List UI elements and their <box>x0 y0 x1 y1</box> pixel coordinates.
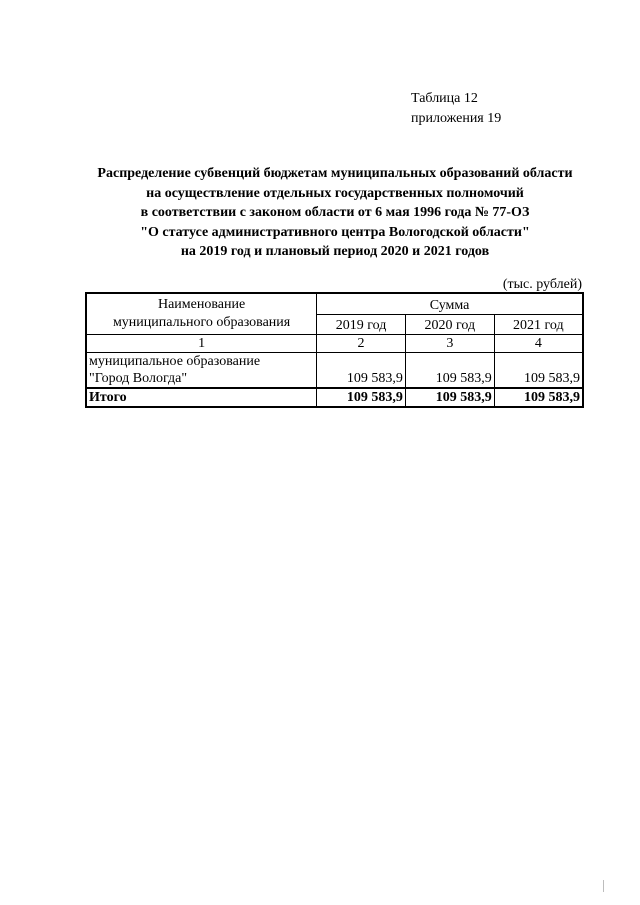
year-header-2021: 2021 год <box>494 315 583 335</box>
amount-2020: 109 583,9 <box>405 353 494 389</box>
title-line-5: на 2019 год и плановый период 2020 и 2021 годов <box>180 244 490 259</box>
municipality-name-line-2: "Город Вологда" <box>89 371 188 386</box>
column-number: 3 <box>405 335 494 353</box>
title-line-4: "О статусе административного центра Вологодской области" <box>140 224 530 240</box>
year-header-2019: 2019 год <box>317 315 406 335</box>
total-2019: 109 583,9 <box>317 388 406 407</box>
header-row <box>86 293 583 315</box>
amount-2021: 109 583,9 <box>494 353 583 389</box>
scan-margin-mark <box>603 880 604 892</box>
sum-column-header: Сумма <box>317 293 583 315</box>
column-number: 1 <box>86 335 317 353</box>
total-label: Итого <box>86 388 317 407</box>
name-header-line-2: муниципального образования <box>112 315 291 330</box>
total-2020: 109 583,9 <box>405 388 494 407</box>
table-row <box>86 353 583 389</box>
name-header-line-1: Наименование <box>157 297 246 312</box>
appendix-number: приложения 19 <box>411 111 502 126</box>
title-line-1: Распределение субвенций бюджетам муниципальных образований области <box>97 166 573 181</box>
amount-2019: 109 583,9 <box>317 353 406 389</box>
units-label: (тыс. рублей) <box>502 277 582 292</box>
year-header-2020: 2020 год <box>405 315 494 335</box>
column-number: 4 <box>494 335 583 353</box>
municipality-name-line-1: муниципальное образование <box>89 354 261 369</box>
budget-table <box>85 292 584 408</box>
column-number-row <box>86 335 583 353</box>
municipality-name <box>86 353 317 389</box>
total-row <box>86 388 583 407</box>
title-line-2: на осуществление отдельных государственных полномочий <box>146 185 524 201</box>
title-line-3: в соответствии с законом области от 6 мая 1996 года № 77-ОЗ <box>140 205 530 220</box>
name-column-header <box>86 293 317 335</box>
table-reference <box>411 89 501 129</box>
document-title <box>60 164 610 262</box>
total-2021: 109 583,9 <box>494 388 583 407</box>
table-number: Таблица 12 <box>411 91 478 106</box>
column-number: 2 <box>317 335 406 353</box>
